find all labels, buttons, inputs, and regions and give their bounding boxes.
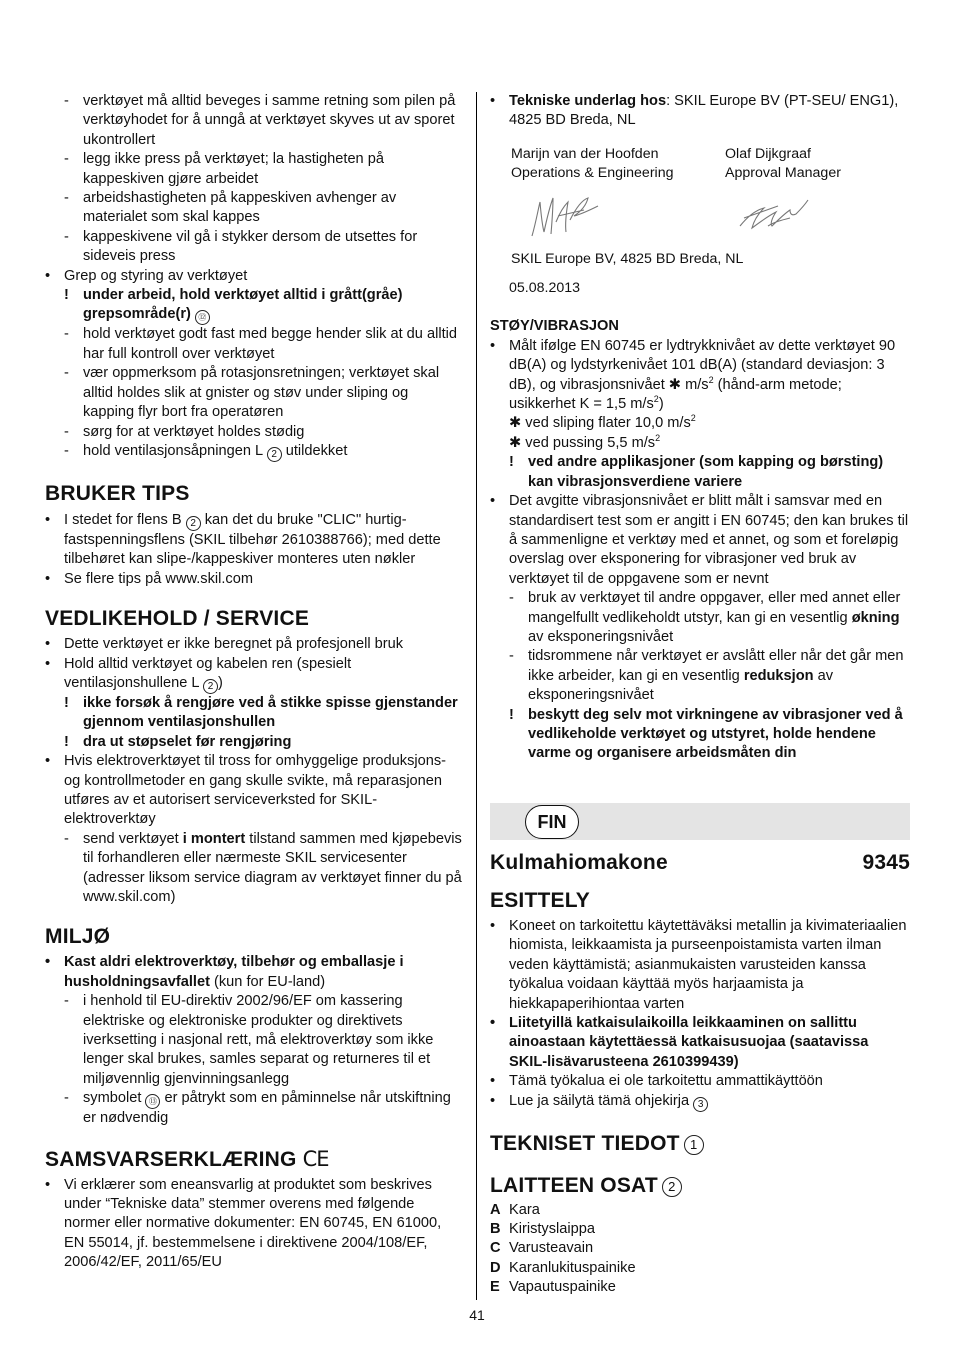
signatory-name: Olaf Dijkgraaf bbox=[725, 145, 811, 162]
list-item: - symbolet ⑬ er påtrykt som en påminnelse når utskiftning er nødvendig bbox=[64, 1090, 451, 1127]
list-item: • Tämä työkalua ei ole tarkoitettu ammattikäyttöön bbox=[490, 1073, 823, 1090]
list-item: - hold verktøyet godt fast med begge hender slik at du alltid har full kontroll over verktøyet bbox=[64, 326, 457, 362]
section-title-tips: BRUKER TIPS bbox=[45, 481, 190, 505]
list-item: - hold ventilasjonsåpningen L 2 utildekket bbox=[64, 442, 348, 460]
list-item: • Hvis elektroverktøyet til tross for omhyggelige produksjons- og kontrollmetoder en gang skulle svikte, må reparasjonen utføres av et autorisert serviceverksted for SKIL-elektroverktøy bbox=[45, 753, 447, 828]
section-title-service: VEDLIKEHOLD / SERVICE bbox=[45, 607, 310, 631]
ref-circle: 2 bbox=[203, 679, 218, 694]
list-item: - arbeidshastigheten på kappeskiven avhenger av materialet som skal kappes bbox=[64, 190, 397, 226]
warning-item: ! under arbeid, hold verktøyet alltid i grått(gråe) grepsområde(r) ⑫ bbox=[45, 286, 463, 325]
declaration-date: 05.08.2013 bbox=[509, 280, 581, 297]
warning-item: ! dra ut støpselet før rengjøring bbox=[64, 733, 292, 750]
ref-circle: ⑫ bbox=[195, 310, 210, 325]
signatory-role: Approval Manager bbox=[725, 165, 841, 182]
list-item: - i henhold til EU-direktiv 2002/96/EF om kassering elektriske og elektroniske produkter og direktivets iverksetting i nasjonal rett, må elektroverktøy som ikke lenger skal brukes, samles separat og returneres til et miljøvennlig gjenvinningsanlegg bbox=[64, 993, 434, 1087]
list-item: • Hold alltid verktøyet og kabelen ren (spesielt ventilasjonshullene L 2 ) bbox=[45, 655, 352, 692]
signature-1-image bbox=[528, 192, 603, 244]
signatures bbox=[490, 184, 910, 250]
section-title-environment: MILJØ bbox=[45, 925, 111, 949]
list-item: C Varusteavain bbox=[490, 1240, 594, 1257]
list-item: • Grep og styring av verktøyet bbox=[45, 267, 248, 284]
page-number: 41 bbox=[469, 1307, 485, 1323]
signatory-name: Marijn van der Hoofden bbox=[511, 145, 659, 162]
language-badge: FIN bbox=[525, 805, 579, 839]
list-item: • Målt ifølge EN 60745 er lydtrykknivået av dette verktøyet 90 dB(A) og lydstyrkenivået 101 dB(A) (standard deviasjon: 3 dB), og vibrasjonsnivået ✱ $m/s^2$ (hånd-arm metode; usikkerhet K = 1,5 $m/s^2$) ✱ ved sliping flater 10,0 $m/s^2$ ✱ ved pussing 5,5 $m/s^2$ bbox=[490, 337, 896, 451]
right-column bbox=[490, 92, 910, 764]
list-item: - legg ikke press på verktøyet; la hastigheten på kappeskiven gjøre arbeidet bbox=[64, 151, 384, 187]
list-item: • I stedet for flens B 2 kan det du bruke "CLIC" hurtig-fastspenningsflens (SKIL tilbehør 2610388766); med dette tilbehøret kan slipe-/kappeskiver monteres uten nøkler bbox=[45, 511, 441, 568]
list-item: • Tekniske underlag hos: SKIL Europe BV (PT-SEU/ ENG1), 4825 BD Breda, NL bbox=[490, 93, 899, 129]
warning-item: ! ikke forsøk å rengjøre ved å stikke spisse gjenstander gjennom ventilasjonshullen bbox=[64, 694, 458, 731]
list-item: • Det avgitte vibrasjonsnivået er blitt målt i samsvar med en standardisert test som er angitt i EN 60745; den kan brukes til å sammenligne et verktøy med et annet, og som et foreløpig overslag over eksponering for vibrasjoner ved bruk av verktøyet til de oppgavene som er nevnt bbox=[490, 493, 909, 587]
product-number: 9345 bbox=[862, 851, 910, 874]
list-item: - tidsrommene når verktøyet er avslått eller når det går men ikke arbeider, kan gi en vesentlig reduksjon av eksponeringsnivået bbox=[509, 648, 904, 704]
list-item: B Kiristyslaippa bbox=[490, 1221, 595, 1238]
language-band bbox=[490, 803, 910, 840]
section-title-conformity: SAMSVARSERKLÆRING CE bbox=[45, 1146, 329, 1171]
ce-mark: CE bbox=[302, 1146, 329, 1171]
section-title-tech: TEKNISET TIEDOT 1 bbox=[490, 1132, 910, 1156]
list-item: - bruk av verktøyet til andre oppgaver, eller med annet eller mangelfullt vedlikeholdt utstyr, kan gi en vesentlig økning av eksponeringsnivået bbox=[509, 590, 901, 645]
ref-circle: 2 bbox=[662, 1177, 682, 1197]
section-title-parts: LAITTEEN OSAT 2 bbox=[490, 1174, 910, 1198]
signature-2-image bbox=[738, 196, 810, 236]
list-item: - send verktøyet i montert tilstand sammen med kjøpebevis til forhandleren eller nærmeste SKIL servicesenter (adresser liksom service diagram av verktøyet finner du på www.skil.com) bbox=[64, 830, 462, 905]
finnish-section bbox=[490, 851, 910, 1298]
ref-circle: 2 bbox=[267, 447, 282, 462]
ref-circle: ⑬ bbox=[145, 1094, 160, 1109]
list-item: • Vi erklærer som eneansvarlig at produktet som beskrives under “Tekniske data” stemmer overens med følgende normer eller normative dokumenter: EN 60745, EN 61000, EN 55014, jf. bestemmelsene i direktivene 2004/108/EF, 2006/42/EF, 2011/65/EU bbox=[45, 1176, 442, 1271]
list-item: E Vapautuspainike bbox=[490, 1279, 616, 1296]
list-item: A Kara bbox=[490, 1201, 540, 1218]
list-item: • Koneet on tarkoitettu käytettäväksi metallin ja kivimateriaalien hiomista, leikkaamista ja purseenpoistamista varten ilman veden käyttämistä; asianmukaisten varusteiden kanssa työkalua voidaan käyttää myös harjaamista ja hiekkapaperihiontaa varten bbox=[490, 918, 907, 1012]
section-title-noise: STØY/VIBRASJON bbox=[490, 318, 619, 335]
ref-circle: 2 bbox=[186, 516, 201, 531]
column-divider bbox=[476, 92, 477, 1300]
list-item: - sørg for at verktøyet holdes stødig bbox=[64, 423, 305, 440]
list-item: • Se flere tips på www.skil.com bbox=[45, 570, 253, 587]
signatory-role: Operations & Engineering bbox=[511, 165, 674, 182]
warning-item: ! ved andre applikasjoner (som kapping og børsting) kan vibrasjonsverdiene variere bbox=[509, 454, 884, 490]
parts-list bbox=[490, 1201, 910, 1298]
warning-item: ! beskytt deg selv mot virkningene av vibrasjoner ved å vedlikeholde verktøyet og utstyret, holde hendene varme og organisere arbeidsmåten din bbox=[509, 706, 903, 762]
list-item: • Lue ja säilytä tämä ohjekirja 3 bbox=[490, 1092, 910, 1112]
list-item: • Kast aldri elektroverktøy, tilbehør og emballasje i husholdningsavfallet (kun for EU-land) bbox=[45, 954, 404, 990]
ref-circle: 3 bbox=[693, 1097, 708, 1112]
product-header bbox=[490, 851, 910, 875]
list-item: - kappeskivene vil gå i stykker dersom de utsettes for sideveis press bbox=[64, 228, 418, 265]
list-item: D Karanlukituspainike bbox=[490, 1259, 636, 1276]
product-name: Kulmahiomakone bbox=[490, 851, 668, 874]
list-item: - verktøyet må alltid beveges i samme retning som pilen på verktøyhodet for å unngå at verktøyet skyves ut av sporet ukontrollert bbox=[64, 93, 456, 148]
list-item: - vær oppmerksom på rotasjonsretningen; verktøyet skal alltid holdes slik at gnister og støv under sliping og kapping flyr bort fra operatøren bbox=[64, 365, 440, 421]
section-title-intro: ESITTELY bbox=[490, 889, 591, 912]
list-item: • Dette verktøyet er ikke beregnet på profesjonell bruk bbox=[45, 636, 404, 653]
list-item: • Liitetyillä katkaisulaikoilla leikkaaminen on sallittu ainoastaan käytettäessä katkaisusuojaa (saatavissa SKIL-lisävarusteena 2610399439) bbox=[490, 1015, 869, 1070]
ref-circle: 1 bbox=[684, 1135, 704, 1155]
company-address: SKIL Europe BV, 4825 BD Breda, NL bbox=[511, 250, 744, 267]
left-column bbox=[45, 92, 463, 1273]
signatories bbox=[511, 145, 910, 184]
